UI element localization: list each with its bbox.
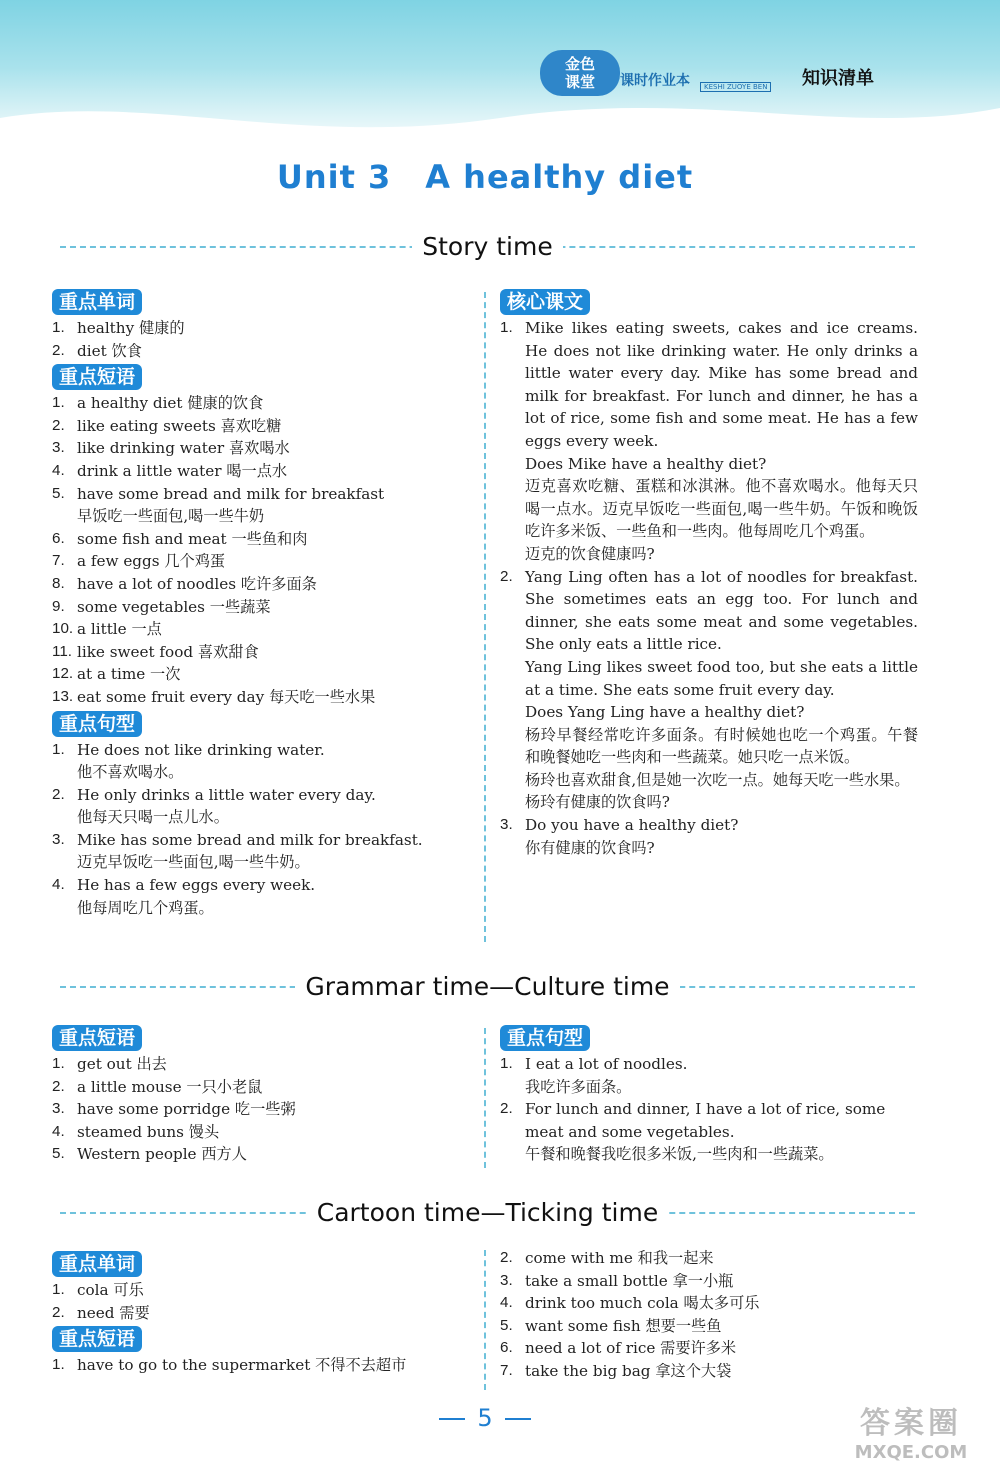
item-number: 8. bbox=[52, 574, 65, 592]
passage-english: Yang Ling often has a lot of noodles for breakfast. She sometimes eats an egg too. For lunch and dinner, she eats some meat and some vegetables. She only eats a little rice. bbox=[525, 567, 918, 654]
item-text: have to go to the supermarket 不得不去超市 bbox=[77, 1356, 407, 1375]
tag-key-phrases: 重点短语 bbox=[52, 364, 142, 390]
passage-question: Does Yang Ling have a healthy diet? bbox=[525, 703, 805, 722]
item-number: 5. bbox=[500, 1316, 513, 1334]
passage-question-translation: 迈克的饮食健康吗? bbox=[525, 544, 655, 563]
list-item bbox=[52, 340, 442, 363]
key-phrases-list bbox=[52, 392, 442, 708]
item-text: want some fish 想要一些鱼 bbox=[525, 1316, 722, 1335]
list-item bbox=[52, 550, 442, 573]
list-item bbox=[52, 663, 442, 686]
item-number: 13. bbox=[52, 687, 74, 705]
item-number: 6. bbox=[52, 529, 65, 547]
passage-english: Do you have a healthy diet? bbox=[525, 816, 739, 835]
item-text: like drinking water 喜欢喝水 bbox=[77, 439, 290, 458]
list-item bbox=[52, 317, 442, 340]
column-divider bbox=[484, 1028, 486, 1168]
key-phrases-list-continued bbox=[500, 1247, 918, 1383]
list-item bbox=[52, 1121, 442, 1144]
key-phrases-list bbox=[52, 1354, 452, 1377]
key-sentences-list bbox=[52, 739, 442, 920]
story-right-column bbox=[500, 287, 918, 859]
item-number: 5. bbox=[52, 1145, 65, 1163]
item-text: He does not like drinking water. bbox=[77, 740, 325, 759]
item-text: need a lot of rice 需要许多米 bbox=[525, 1339, 737, 1358]
item-number: 2. bbox=[52, 416, 65, 434]
list-item bbox=[52, 1076, 442, 1099]
section-heading-grammar: Grammar time—Culture time bbox=[60, 972, 915, 1002]
item-text: a healthy diet 健康的饮食 bbox=[77, 394, 264, 413]
item-number: 4. bbox=[500, 1294, 513, 1312]
tag-key-sentences: 重点句型 bbox=[52, 711, 142, 737]
item-text: some fish and meat 一些鱼和肉 bbox=[77, 529, 308, 548]
item-number: 1. bbox=[52, 394, 65, 412]
item-number: 1. bbox=[52, 319, 65, 336]
passage-translation: 你有健康的饮食吗? bbox=[525, 838, 655, 857]
passage-question: Does Mike have a healthy diet? bbox=[525, 454, 767, 473]
item-number: 2. bbox=[500, 1249, 513, 1266]
item-translation: 早饭吃一些面包,喝一些牛奶 bbox=[77, 507, 265, 526]
list-item bbox=[500, 1360, 918, 1383]
list-item bbox=[52, 483, 442, 528]
logo-pinyin: KESHI ZUOYE BEN bbox=[700, 82, 771, 92]
item-number: 9. bbox=[52, 597, 65, 615]
key-words-list bbox=[52, 1279, 452, 1324]
section-heading-cartoon: Cartoon time—Ticking time bbox=[60, 1198, 915, 1228]
list-item bbox=[52, 1143, 442, 1166]
item-translation: 迈克早饭吃一些面包,喝一些牛奶。 bbox=[77, 853, 310, 872]
passage-translation: 杨玲也喜欢甜食,但是她一次吃一点。她每天吃一些水果。 bbox=[525, 770, 910, 789]
item-text: like eating sweets 喜欢吃糖 bbox=[77, 416, 282, 435]
text-passage bbox=[500, 814, 918, 859]
item-number: 3. bbox=[52, 1100, 65, 1118]
item-text: have some bread and milk for breakfast bbox=[77, 484, 385, 503]
item-number: 3. bbox=[52, 830, 65, 848]
list-item bbox=[52, 874, 442, 919]
list-item bbox=[52, 528, 442, 551]
list-item bbox=[500, 1337, 918, 1360]
item-text: healthy 健康的 bbox=[77, 319, 185, 337]
item-number: 1. bbox=[500, 319, 513, 336]
section-heading-story: Story time bbox=[60, 232, 915, 262]
item-text: Western people 西方人 bbox=[77, 1145, 247, 1164]
list-item bbox=[500, 1292, 918, 1315]
item-translation: 午餐和晚餐我吃很多米饭,一些肉和一些蔬菜。 bbox=[525, 1145, 834, 1164]
item-number: 2. bbox=[500, 567, 513, 585]
item-number: 11. bbox=[52, 642, 72, 660]
item-number: 1. bbox=[52, 1281, 65, 1298]
item-text: drink a little water 喝一点水 bbox=[77, 461, 288, 480]
item-number: 2. bbox=[52, 785, 65, 803]
item-text: a little mouse 一只小老鼠 bbox=[77, 1077, 263, 1096]
item-text: like sweet food 喜欢甜食 bbox=[77, 642, 259, 661]
item-number: 7. bbox=[500, 1361, 513, 1379]
logo-badge: 金色 课堂 bbox=[540, 50, 620, 96]
list-item bbox=[52, 784, 442, 829]
list-item bbox=[52, 641, 442, 664]
item-text: I eat a lot of noodles. bbox=[525, 1055, 688, 1073]
list-item bbox=[52, 1053, 442, 1076]
header-banner bbox=[0, 0, 1000, 150]
item-number: 1. bbox=[52, 1356, 65, 1374]
list-item bbox=[52, 392, 442, 415]
item-number: 4. bbox=[52, 876, 65, 894]
key-phrases-list bbox=[52, 1053, 442, 1166]
item-text: get out 出去 bbox=[77, 1055, 167, 1073]
core-text-list bbox=[500, 317, 918, 859]
item-number: 4. bbox=[52, 1122, 65, 1140]
cartoon-left-column bbox=[52, 1249, 452, 1377]
passage-translation: 迈克喜欢吃糖、蛋糕和冰淇淋。他不喜欢喝水。他每天只喝一点水。迈克早饭吃一些面包,喝一些牛奶。午饭和晚饭吃许多米饭、一些鱼和一些肉。他每周吃几个鸡蛋。 bbox=[525, 477, 918, 541]
cartoon-right-column bbox=[500, 1247, 918, 1383]
item-number: 7. bbox=[52, 552, 65, 570]
list-item bbox=[52, 460, 442, 483]
item-text: Mike has some bread and milk for breakfast. bbox=[77, 830, 423, 849]
tag-key-sentences: 重点句型 bbox=[500, 1025, 590, 1051]
item-text: a little 一点 bbox=[77, 620, 162, 639]
item-text: take the big bag 拿这个大袋 bbox=[525, 1361, 732, 1380]
list-item bbox=[52, 596, 442, 619]
item-number: 5. bbox=[52, 484, 65, 502]
tag-key-words: 重点单词 bbox=[52, 1251, 142, 1277]
item-number: 10. bbox=[52, 620, 74, 638]
item-text: drink too much cola 喝太多可乐 bbox=[525, 1294, 760, 1313]
list-item bbox=[500, 1270, 918, 1293]
list-item bbox=[52, 1354, 452, 1377]
passage-english: Yang Ling likes sweet food too, but she eats a little at a time. She eats some fruit every day. bbox=[525, 657, 918, 699]
key-words-list bbox=[52, 317, 442, 362]
item-text: steamed buns 馒头 bbox=[77, 1122, 220, 1141]
tag-key-words: 重点单词 bbox=[52, 289, 142, 315]
grammar-right-column bbox=[500, 1023, 918, 1166]
column-divider bbox=[484, 1250, 486, 1390]
item-text: at a time 一次 bbox=[77, 665, 181, 684]
passage-translation: 杨玲早餐经常吃许多面条。有时候她也吃一个鸡蛋。午餐和晚餐她吃一些肉和一些蔬菜。她只吃一点米饭。 bbox=[525, 725, 918, 767]
passage-question-translation: 杨玲有健康的饮食吗? bbox=[525, 793, 670, 812]
item-text: have some porridge 吃一些粥 bbox=[77, 1100, 296, 1119]
text-passage bbox=[500, 317, 918, 566]
unit-number: Unit 3 bbox=[276, 158, 392, 196]
item-text: He has a few eggs every week. bbox=[77, 876, 316, 895]
page-number: 5 bbox=[0, 1404, 970, 1432]
column-divider bbox=[484, 292, 486, 942]
item-text: a few eggs 几个鸡蛋 bbox=[77, 552, 226, 571]
story-left-column bbox=[52, 287, 442, 919]
item-number: 1. bbox=[500, 1055, 513, 1072]
item-number: 6. bbox=[500, 1339, 513, 1357]
item-text: come with me 和我一起来 bbox=[525, 1249, 714, 1267]
tag-core-text: 核心课文 bbox=[500, 289, 590, 315]
list-item bbox=[52, 829, 442, 874]
item-text: diet 饮食 bbox=[77, 341, 142, 360]
grammar-left-column bbox=[52, 1023, 442, 1166]
item-number: 3. bbox=[500, 816, 513, 834]
item-number: 12. bbox=[52, 665, 74, 683]
publisher-logo bbox=[540, 50, 900, 100]
list-item bbox=[500, 1098, 918, 1166]
page-title bbox=[0, 158, 970, 196]
header-title: 知识清单 bbox=[802, 68, 874, 89]
item-number: 4. bbox=[52, 461, 65, 479]
list-item bbox=[52, 1302, 452, 1325]
item-text: have a lot of noodles 吃许多面条 bbox=[77, 574, 317, 593]
text-passage bbox=[500, 566, 918, 815]
item-text: some vegetables 一些蔬菜 bbox=[77, 597, 271, 616]
list-item bbox=[52, 437, 442, 460]
item-number: 2. bbox=[52, 1303, 65, 1321]
item-text: need 需要 bbox=[77, 1303, 150, 1322]
item-text: eat some fruit every day 每天吃一些水果 bbox=[77, 687, 376, 706]
list-item bbox=[52, 618, 442, 641]
item-number: 1. bbox=[52, 1055, 65, 1072]
item-text: He only drinks a little water every day. bbox=[77, 785, 376, 804]
item-number: 2. bbox=[52, 1077, 65, 1095]
list-item bbox=[52, 739, 442, 784]
list-item bbox=[52, 1098, 442, 1121]
item-number: 2. bbox=[52, 341, 65, 359]
item-translation: 他每周吃几个鸡蛋。 bbox=[77, 898, 214, 917]
key-sentences-list bbox=[500, 1053, 918, 1166]
list-item bbox=[500, 1247, 918, 1270]
passage-english: Mike likes eating sweets, cakes and ice creams. He does not like drinking water. He only drinks a little water every day. Mike has some bread and milk for breakfast. For lunch and dinner, he has a lot of rice, some fish and some meat. He has a few eggs every week. bbox=[525, 319, 918, 450]
item-number: 3. bbox=[52, 439, 65, 457]
item-number: 2. bbox=[500, 1100, 513, 1118]
item-translation: 他不喜欢喝水。 bbox=[77, 763, 184, 782]
item-translation: 他每天只喝一点儿水。 bbox=[77, 808, 229, 827]
list-item bbox=[500, 1315, 918, 1338]
item-text: For lunch and dinner, I have a lot of rice, some meat and some vegetables. bbox=[525, 1100, 886, 1141]
item-number: 1. bbox=[52, 740, 65, 758]
item-translation: 我吃许多面条。 bbox=[525, 1077, 632, 1096]
list-item bbox=[52, 573, 442, 596]
list-item bbox=[52, 415, 442, 438]
watermark-logo: 答案圈 MXQE.COM bbox=[854, 1406, 968, 1463]
list-item bbox=[500, 1053, 918, 1098]
list-item bbox=[52, 686, 442, 709]
item-number: 3. bbox=[500, 1271, 513, 1289]
unit-name: A healthy diet bbox=[425, 158, 694, 196]
list-item bbox=[52, 1279, 452, 1302]
tag-key-phrases: 重点短语 bbox=[52, 1025, 142, 1051]
tag-key-phrases: 重点短语 bbox=[52, 1326, 142, 1352]
item-text: cola 可乐 bbox=[77, 1281, 144, 1299]
item-text: take a small bottle 拿一小瓶 bbox=[525, 1271, 734, 1290]
logo-subtitle: 课时作业本 bbox=[620, 73, 690, 89]
